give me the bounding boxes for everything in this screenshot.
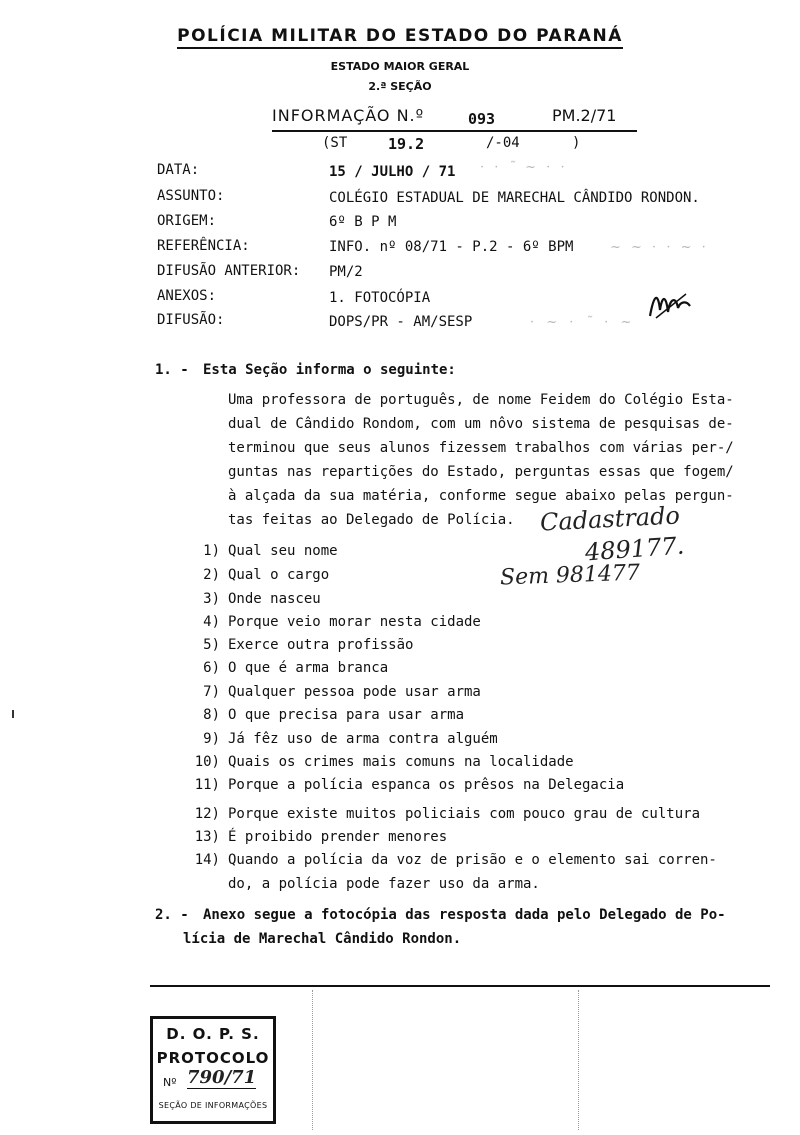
question-text: Qual o cargo — [228, 567, 330, 583]
question-text-continuation: do, a polícia pode fazer uso da arma. — [228, 876, 540, 892]
meta-value-assunto: COLÉGIO ESTADUAL DE MARECHAL CÂNDIDO RONDON. — [329, 190, 700, 206]
meta-value-origem: 6º B P M — [329, 214, 397, 230]
unit-name: ESTADO MAIOR GERAL — [330, 60, 470, 73]
item1-line: tas feitas ao Delegado de Polícia. — [228, 512, 515, 528]
handwritten-note-cadastrado: Cadastrado — [539, 501, 681, 537]
item1-number: 1. - — [155, 362, 189, 378]
item1-line: à alçada da sua matéria, conforme segue abaixo pelas pergun- — [228, 488, 734, 504]
meta-label-origem: ORIGEM: — [157, 213, 217, 229]
meta-label-anexos: ANEXOS: — [157, 288, 217, 304]
question-number: 11) — [194, 777, 220, 793]
stamp-section: SEÇÃO DE INFORMAÇÕES — [158, 1101, 268, 1110]
handwritten-note-sem: Sem 981477 — [499, 560, 641, 591]
info-suffix: PM.2/71 — [552, 106, 617, 125]
st-prefix: (ST — [322, 135, 348, 151]
question-number: 8) — [203, 707, 220, 723]
question-text: Onde nasceu — [228, 591, 321, 607]
org-title — [0, 26, 800, 46]
left-margin-mark — [12, 710, 14, 718]
question-number: 1) — [203, 543, 220, 559]
meta-label-difusao-anterior: DIFUSÃO ANTERIOR: — [157, 263, 301, 279]
meta-value-data: 15 / JULHO / 71 — [329, 164, 456, 180]
question-text: Quando a polícia da voz de prisão e o elemento sai corren- — [228, 852, 717, 868]
st-number: 19.2 — [388, 135, 425, 153]
org-title-text: POLÍCIA MILITAR DO ESTADO DO PARANÁ — [177, 26, 623, 49]
question-text: É proibido prender menores — [228, 829, 448, 845]
info-number: 093 — [468, 110, 496, 128]
info-line — [272, 106, 637, 132]
question-text: Qualquer pessoa pode usar arma — [228, 684, 481, 700]
question-number: 7) — [203, 684, 220, 700]
item1-line: Uma professora de português, de nome Feidem do Colégio Esta- — [228, 392, 734, 408]
question-text: Porque existe muitos policiais com pouco grau de cultura — [228, 806, 701, 822]
protocol-stamp — [150, 1016, 276, 1124]
bottom-rule — [150, 985, 770, 987]
bleed-through-mark: ~ ~ · · ~ · — [610, 240, 709, 255]
question-number: 10) — [194, 754, 220, 770]
bleed-through-mark: · · ˜ ~ · · — [480, 160, 568, 175]
stamp-number-label: Nº — [163, 1076, 177, 1089]
question-number: 12) — [194, 806, 220, 822]
question-number: 4) — [203, 614, 220, 630]
item1-line: terminou que seus alunos fizessem trabalhos com várias per-/ — [228, 440, 734, 456]
item2-line: Anexo segue a fotocópia das resposta dada pelo Delegado de Po- — [203, 907, 726, 923]
question-text: Qual seu nome — [228, 543, 338, 559]
meta-value-difusao: DOPS/PR - AM/SESP — [329, 314, 473, 330]
meta-value-anexos: 1. FOTOCÓPIA — [329, 290, 431, 306]
st-line — [322, 135, 622, 155]
info-label: INFORMAÇÃO N.º — [272, 106, 425, 125]
question-text: Porque a polícia espanca os prêsos na Delegacia — [228, 777, 625, 793]
bleed-through-mark: · ~ · ˜ · ~ — [530, 315, 636, 330]
handwritten-initials-icon — [646, 288, 694, 326]
section-name: 2.ª SEÇÃO — [368, 80, 432, 93]
question-number: 6) — [203, 660, 220, 676]
stamp-agency: D. O. P. S. — [166, 1025, 260, 1043]
meta-value-difusao-anterior: PM/2 — [329, 264, 363, 280]
question-number: 5) — [203, 637, 220, 653]
item1-line: guntas nas repartições do Estado, perguntas essas que fogem/ — [228, 464, 734, 480]
item2-line: lícia de Marechal Cândido Rondon. — [183, 931, 462, 947]
question-text: O que precisa para usar arma — [228, 707, 465, 723]
question-text: Quais os crimes mais comuns na localidade — [228, 754, 574, 770]
question-text: Já fêz uso de arma contra alguém — [228, 731, 498, 747]
item1-intro: Esta Seção informa o seguinte: — [203, 362, 456, 378]
meta-label-assunto: ASSUNTO: — [157, 188, 225, 204]
question-text: Porque veio morar nesta cidade — [228, 614, 481, 630]
question-number: 2) — [203, 567, 220, 583]
item1-paragraph — [228, 388, 773, 532]
question-number: 9) — [203, 731, 220, 747]
stamp-number-row — [153, 1067, 273, 1093]
question-number: 13) — [194, 829, 220, 845]
st-close: ) — [572, 135, 581, 151]
photocopy-edge — [312, 990, 579, 1130]
meta-label-difusao: DIFUSÃO: — [157, 312, 225, 328]
stamp-number-value: 790/71 — [187, 1067, 257, 1088]
question-number: 14) — [194, 852, 220, 868]
meta-label-referencia: REFERÊNCIA: — [157, 238, 250, 254]
meta-label-data: DATA: — [157, 162, 200, 178]
question-text: O que é arma branca — [228, 660, 389, 676]
st-code: /-04 — [486, 135, 520, 151]
item1-line: dual de Cândido Rondom, com um nôvo sistema de pesquisas de- — [228, 416, 734, 432]
meta-value-referencia: INFO. nº 08/71 - P.2 - 6º BPM — [329, 239, 574, 255]
item2-number: 2. - — [155, 907, 189, 923]
stamp-protocol: PROTOCOLO — [156, 1049, 270, 1067]
handwritten-note-number: 489177. — [584, 531, 686, 567]
question-text: Exerce outra profissão — [228, 637, 414, 653]
question-number: 3) — [203, 591, 220, 607]
